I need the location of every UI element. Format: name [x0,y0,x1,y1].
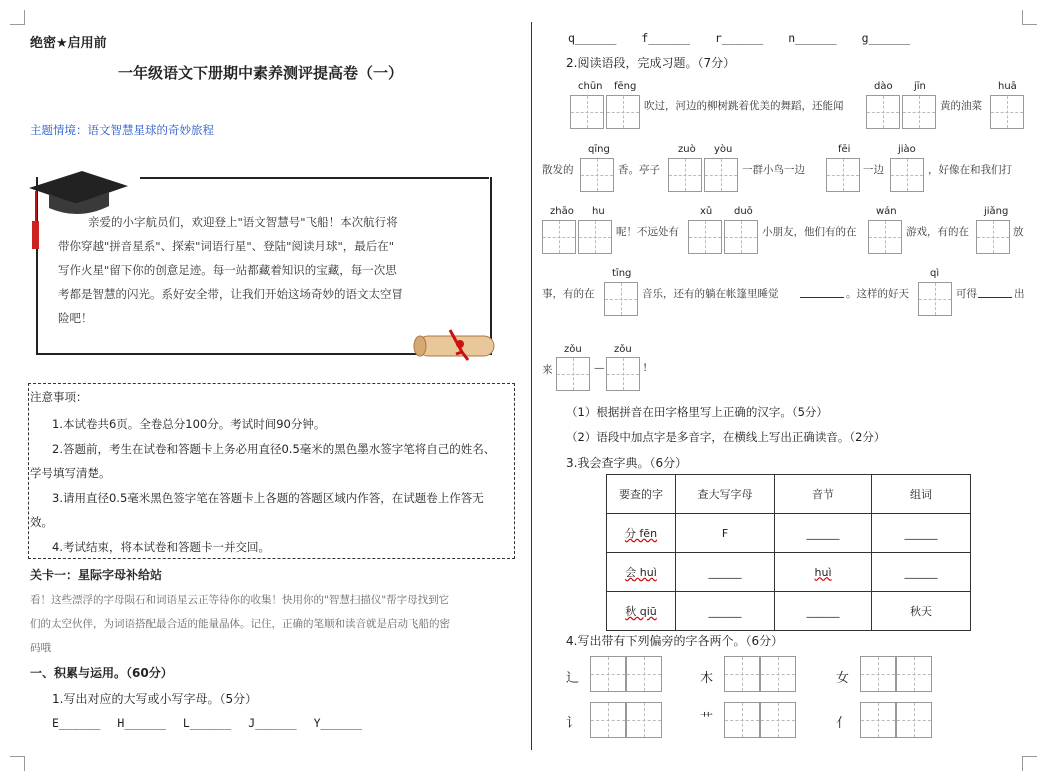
answer-blank[interactable] [800,297,844,298]
level1-desc-line: 看！这些漂浮的字母陨石和词语星云正等待你的收集！快用你的"智慧扫描仪"帮字母找到它 [30,594,450,606]
q2-title: 2.阅读语段，完成习题。（7分） [566,56,736,70]
page-title: 一年级语文下册期中素养测评提高卷（一） [118,64,404,82]
tianzige-cell[interactable] [606,95,640,129]
secret-label: 绝密★启用前 [30,36,107,51]
crop-mark [1022,756,1037,771]
passage-text: 事，有的在 [542,288,595,300]
notice-list [30,412,512,559]
table-cell[interactable]: ______ [775,514,872,553]
tianzige-cell[interactable] [578,220,612,254]
pinyin-label: tīng [612,268,632,279]
tianzige-cell[interactable] [688,220,722,254]
table-cell[interactable]: ______ [775,592,872,631]
crop-mark [1022,10,1037,25]
intro-line: 带你穿越"拼音星系"、探索"词语行星"、登陆"阅读月球"，最后在" [58,239,395,253]
level1-desc-line: 们的太空伙伴，为词语搭配最合适的能量晶体。记住，正确的笔顺和读音就是启动飞船的密 [30,618,450,630]
tianzige-cell[interactable] [590,702,626,738]
table-cell[interactable]: ______ [872,514,971,553]
notice-title: 注意事项： [30,390,88,404]
table-row [607,553,971,592]
tianzige-cell[interactable] [542,220,576,254]
tianzige-cell[interactable] [570,95,604,129]
tianzige-cell[interactable] [860,702,896,738]
tianzige-cell[interactable] [724,220,758,254]
pinyin-label: jīn [914,81,926,92]
passage-text: — [594,362,605,374]
passage-text: 。这样的好天 [846,288,909,300]
table-header-cell: 组词 [872,475,971,514]
passage-text: 游戏，有的在 [906,226,969,238]
pinyin-label: zuò [678,144,696,155]
tianzige-cell[interactable] [668,158,702,192]
passage-text: 一边 [863,164,884,176]
pinyin-label: xǔ [700,206,713,217]
tianzige-cell[interactable] [626,702,662,738]
radical-label: 讠 [566,716,580,731]
tianzige-cell[interactable] [556,357,590,391]
table-header-row [607,475,971,514]
table-cell: 会 huì [607,553,676,592]
intro-line: 亲爱的小字航员们，欢迎登上"语文智慧号"飞船！本次航行将 [88,215,398,229]
table-cell[interactable]: ______ [676,553,775,592]
pinyin-label: yòu [714,144,733,155]
letter-blank[interactable]: f______ [641,31,690,45]
letter-blank[interactable]: L______ [182,716,232,730]
table-cell[interactable]: ______ [872,553,971,592]
table-header-cell: 要查的字 [607,475,676,514]
passage-text: 吹过，河边的柳树跳着优美的舞蹈，还能闻 [644,100,844,112]
table-row [607,592,971,631]
letter-blank[interactable]: H______ [117,716,166,730]
passage-text: 散发的 [542,164,574,176]
letter-blank[interactable]: g______ [861,31,911,45]
notice-item: 1.本试卷共6页。全卷总分100分。考试时间90分钟。 [52,417,326,431]
level1-desc-line: 码哦 [30,642,51,654]
tianzige-cell[interactable] [760,656,796,692]
passage-text: ，好像在和我们打 [928,164,1012,176]
notice-item: 3.请用直径0.5毫米黑色签字笔在答题卡上各题的答题区域内作答，在试题卷上作答无 [52,490,484,505]
tianzige-cell[interactable] [866,95,900,129]
letter-blank[interactable]: E______ [52,716,101,730]
tianzige-cell[interactable] [724,656,760,692]
tianzige-cell[interactable] [704,158,738,192]
intro-text [58,210,478,330]
intro-frame-top [140,177,489,179]
sub-question-2: （2）语段中加点字是多音字，在横线上写出正确读音。（2分） [566,430,886,444]
pinyin-label: jiào [898,144,916,155]
table-cell: huì [775,553,872,592]
pinyin-label: jiǎng [984,206,1009,217]
tianzige-cell[interactable] [918,282,952,316]
letter-blank[interactable]: r______ [714,31,764,45]
tianzige-cell[interactable] [976,220,1010,254]
tianzige-cell[interactable] [902,95,936,129]
q1-items-right [568,31,910,45]
table-cell: 秋 qiū [607,592,676,631]
q3-title: 3.我会查字典。（6分） [566,456,688,470]
level1-desc [30,588,520,660]
tianzige-cell[interactable] [868,220,902,254]
q1-title: 1.写出对应的大写或小写字母。（5分） [52,692,258,706]
letter-blank[interactable]: J______ [248,716,297,730]
theme-text: 主题情境：语文智慧星球的奇妙旅程 [30,123,214,137]
table-row [607,514,971,553]
passage-text: 香。亭子 [618,164,660,176]
part1-title: 一、积累与运用。（60分） [30,666,173,680]
tianzige-cell[interactable] [626,656,662,692]
tianzige-cell[interactable] [724,702,760,738]
pinyin-label: wán [876,206,897,217]
pinyin-label: dào [874,81,893,92]
passage-text: 黄的油菜 [940,100,982,112]
pinyin-label: fēi [838,144,851,155]
intro-line: 考都是智慧的闪光。系好安全带，让我们开始这场奇妙的语文太空冒 [58,287,403,301]
tianzige-cell[interactable] [760,702,796,738]
pinyin-label: qì [930,268,940,279]
notice-item: 学号填写清楚。 [30,466,111,480]
radical-label: 女 [836,671,850,686]
radical-label: 艹 [700,712,714,727]
table-cell: 秋天 [872,592,971,631]
table-cell[interactable]: ______ [676,592,775,631]
passage-text: 放 [1013,226,1024,238]
crop-mark [10,756,25,771]
passage-text: ! [643,362,648,374]
table-cell: 分 fēn [607,514,676,553]
tianzige-cell[interactable] [890,158,924,192]
tianzige-cell[interactable] [990,95,1024,129]
passage-text: 可得 [956,288,977,300]
notice-item: 4.考试结束，将本试卷和答题卡一并交回。 [52,539,270,554]
tianzige-cell[interactable] [606,357,640,391]
diploma-scroll-icon [410,322,500,366]
letter-blank[interactable]: q______ [568,31,617,45]
intro-line: 写作火星"留下你的创意足迹。每一站都藏着知识的宝藏，每一次思 [58,263,397,277]
pinyin-label: qīng [588,144,610,155]
tianzige-cell[interactable] [826,158,860,192]
q4-title: 4.写出带有下列偏旁的字各两个。（6分） [566,634,784,648]
table-cell: F [676,514,775,553]
radical-label: 木 [700,671,714,686]
q1-items [52,716,362,730]
tianzige-cell[interactable] [896,702,932,738]
table-header-cell: 查大写字母 [676,475,775,514]
passage-text: 一群小鸟一边 [742,164,805,176]
passage-text: 出 [1014,288,1025,300]
intro-line: 险吧！ [58,311,93,325]
tianzige-cell[interactable] [896,656,932,692]
dictionary-table [606,474,971,631]
letter-blank[interactable]: Y______ [313,716,363,730]
pinyin-label: zhāo [550,206,574,217]
notice-item: 2.答题前，考生在试卷和答题卡上务必用直径0.5毫米的黑色墨水签字笔将自己的姓名、 [52,441,496,456]
tianzige-cell[interactable] [580,158,614,192]
pinyin-label: hu [592,206,605,217]
tianzige-cell[interactable] [590,656,626,692]
passage-text: 小朋友，他们有的在 [762,226,857,238]
radical-label: 辶 [566,671,580,686]
sub-question-1: （1）根据拼音在田字格里写上正确的汉字。（5分） [566,405,828,419]
column-divider [531,22,532,750]
answer-blank[interactable] [978,297,1012,298]
tianzige-cell[interactable] [604,282,638,316]
pinyin-label: huā [998,81,1017,92]
pinyin-label: duō [734,206,753,217]
pinyin-label: chūn [578,81,603,92]
pinyin-label: zǒu [564,344,582,355]
passage-text: 来 [542,364,553,376]
level1-title: 关卡一：星际字母补给站 [30,568,163,582]
tianzige-cell[interactable] [860,656,896,692]
passage-text: 音乐，还有的躺在帐篷里睡觉 [642,288,779,300]
passage-text: 呢！不远处有 [616,226,679,238]
pinyin-label: fēng [614,81,637,92]
radical-label: 亻 [836,716,850,731]
table-header-cell: 音节 [775,475,872,514]
letter-blank[interactable]: n______ [788,31,837,45]
notice-item: 效。 [30,515,53,529]
crop-mark [10,10,25,25]
pinyin-label: zǒu [614,344,632,355]
